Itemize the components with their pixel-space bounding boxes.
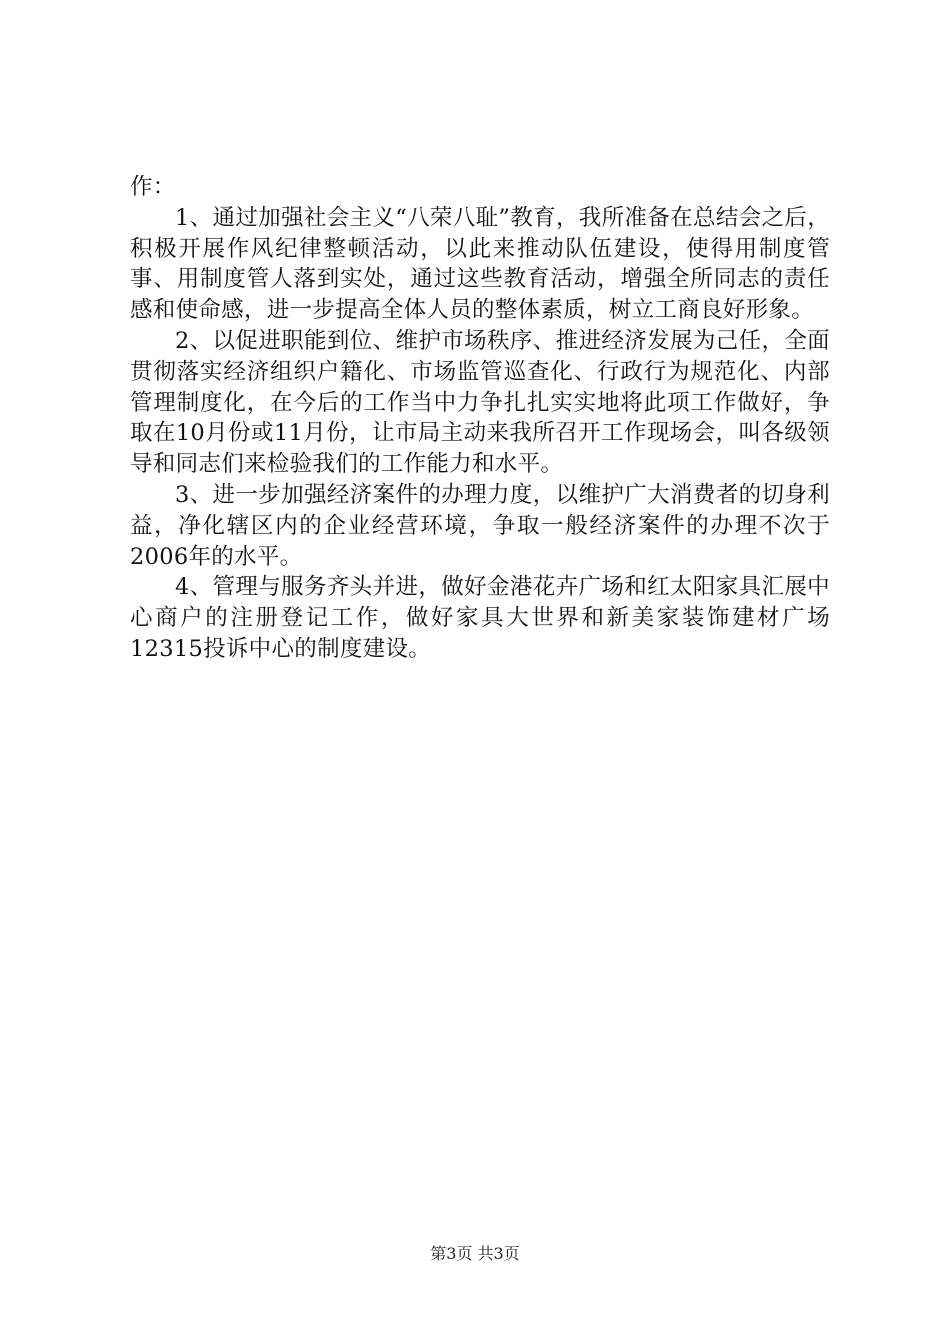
document-body (130, 172, 830, 665)
paragraph-item-4: 4、管理与服务齐头并进，做好金港花卉广场和红太阳家具汇展中心商户的注册登记工作，做好家具大世界和新美家装饰建材广场12315投诉中心的制度建设。 (130, 574, 830, 662)
paragraph-item-1: 1、通过加强社会主义“八荣八耻”教育，我所准备在总结会之后，积极开展作风纪律整顿活动，以此来推动队伍建设，使得用制度管事、用制度管人落到实处，通过这些教育活动，增强全所同志的责任感和使命感，进一步提高全体人员的整体素质，树立工商良好形象。 (130, 204, 830, 324)
paragraph-continuation: 作： (130, 174, 176, 200)
paragraph-item-2: 2、以促进职能到位、维护市场秩序、推进经济发展为己任，全面贯彻落实经济组织户籍化、市场监管巡查化、行政行为规范化、内部管理制度化，在今后的工作当中力争扎扎实实地将此项工作做好，争取在10月份或11月份，让市局主动来我所召开工作现场会，叫各级领导和同志们来检验我们的工作能力和水平。 (130, 327, 830, 478)
paragraph-item-3: 3、进一步加强经济案件的办理力度，以维护广大消费者的切身利益，净化辖区内的企业经营环境，争取一般经济案件的办理不次于2006年的水平。 (130, 481, 830, 570)
page-footer: 第3页 共3页 (430, 1244, 520, 1263)
